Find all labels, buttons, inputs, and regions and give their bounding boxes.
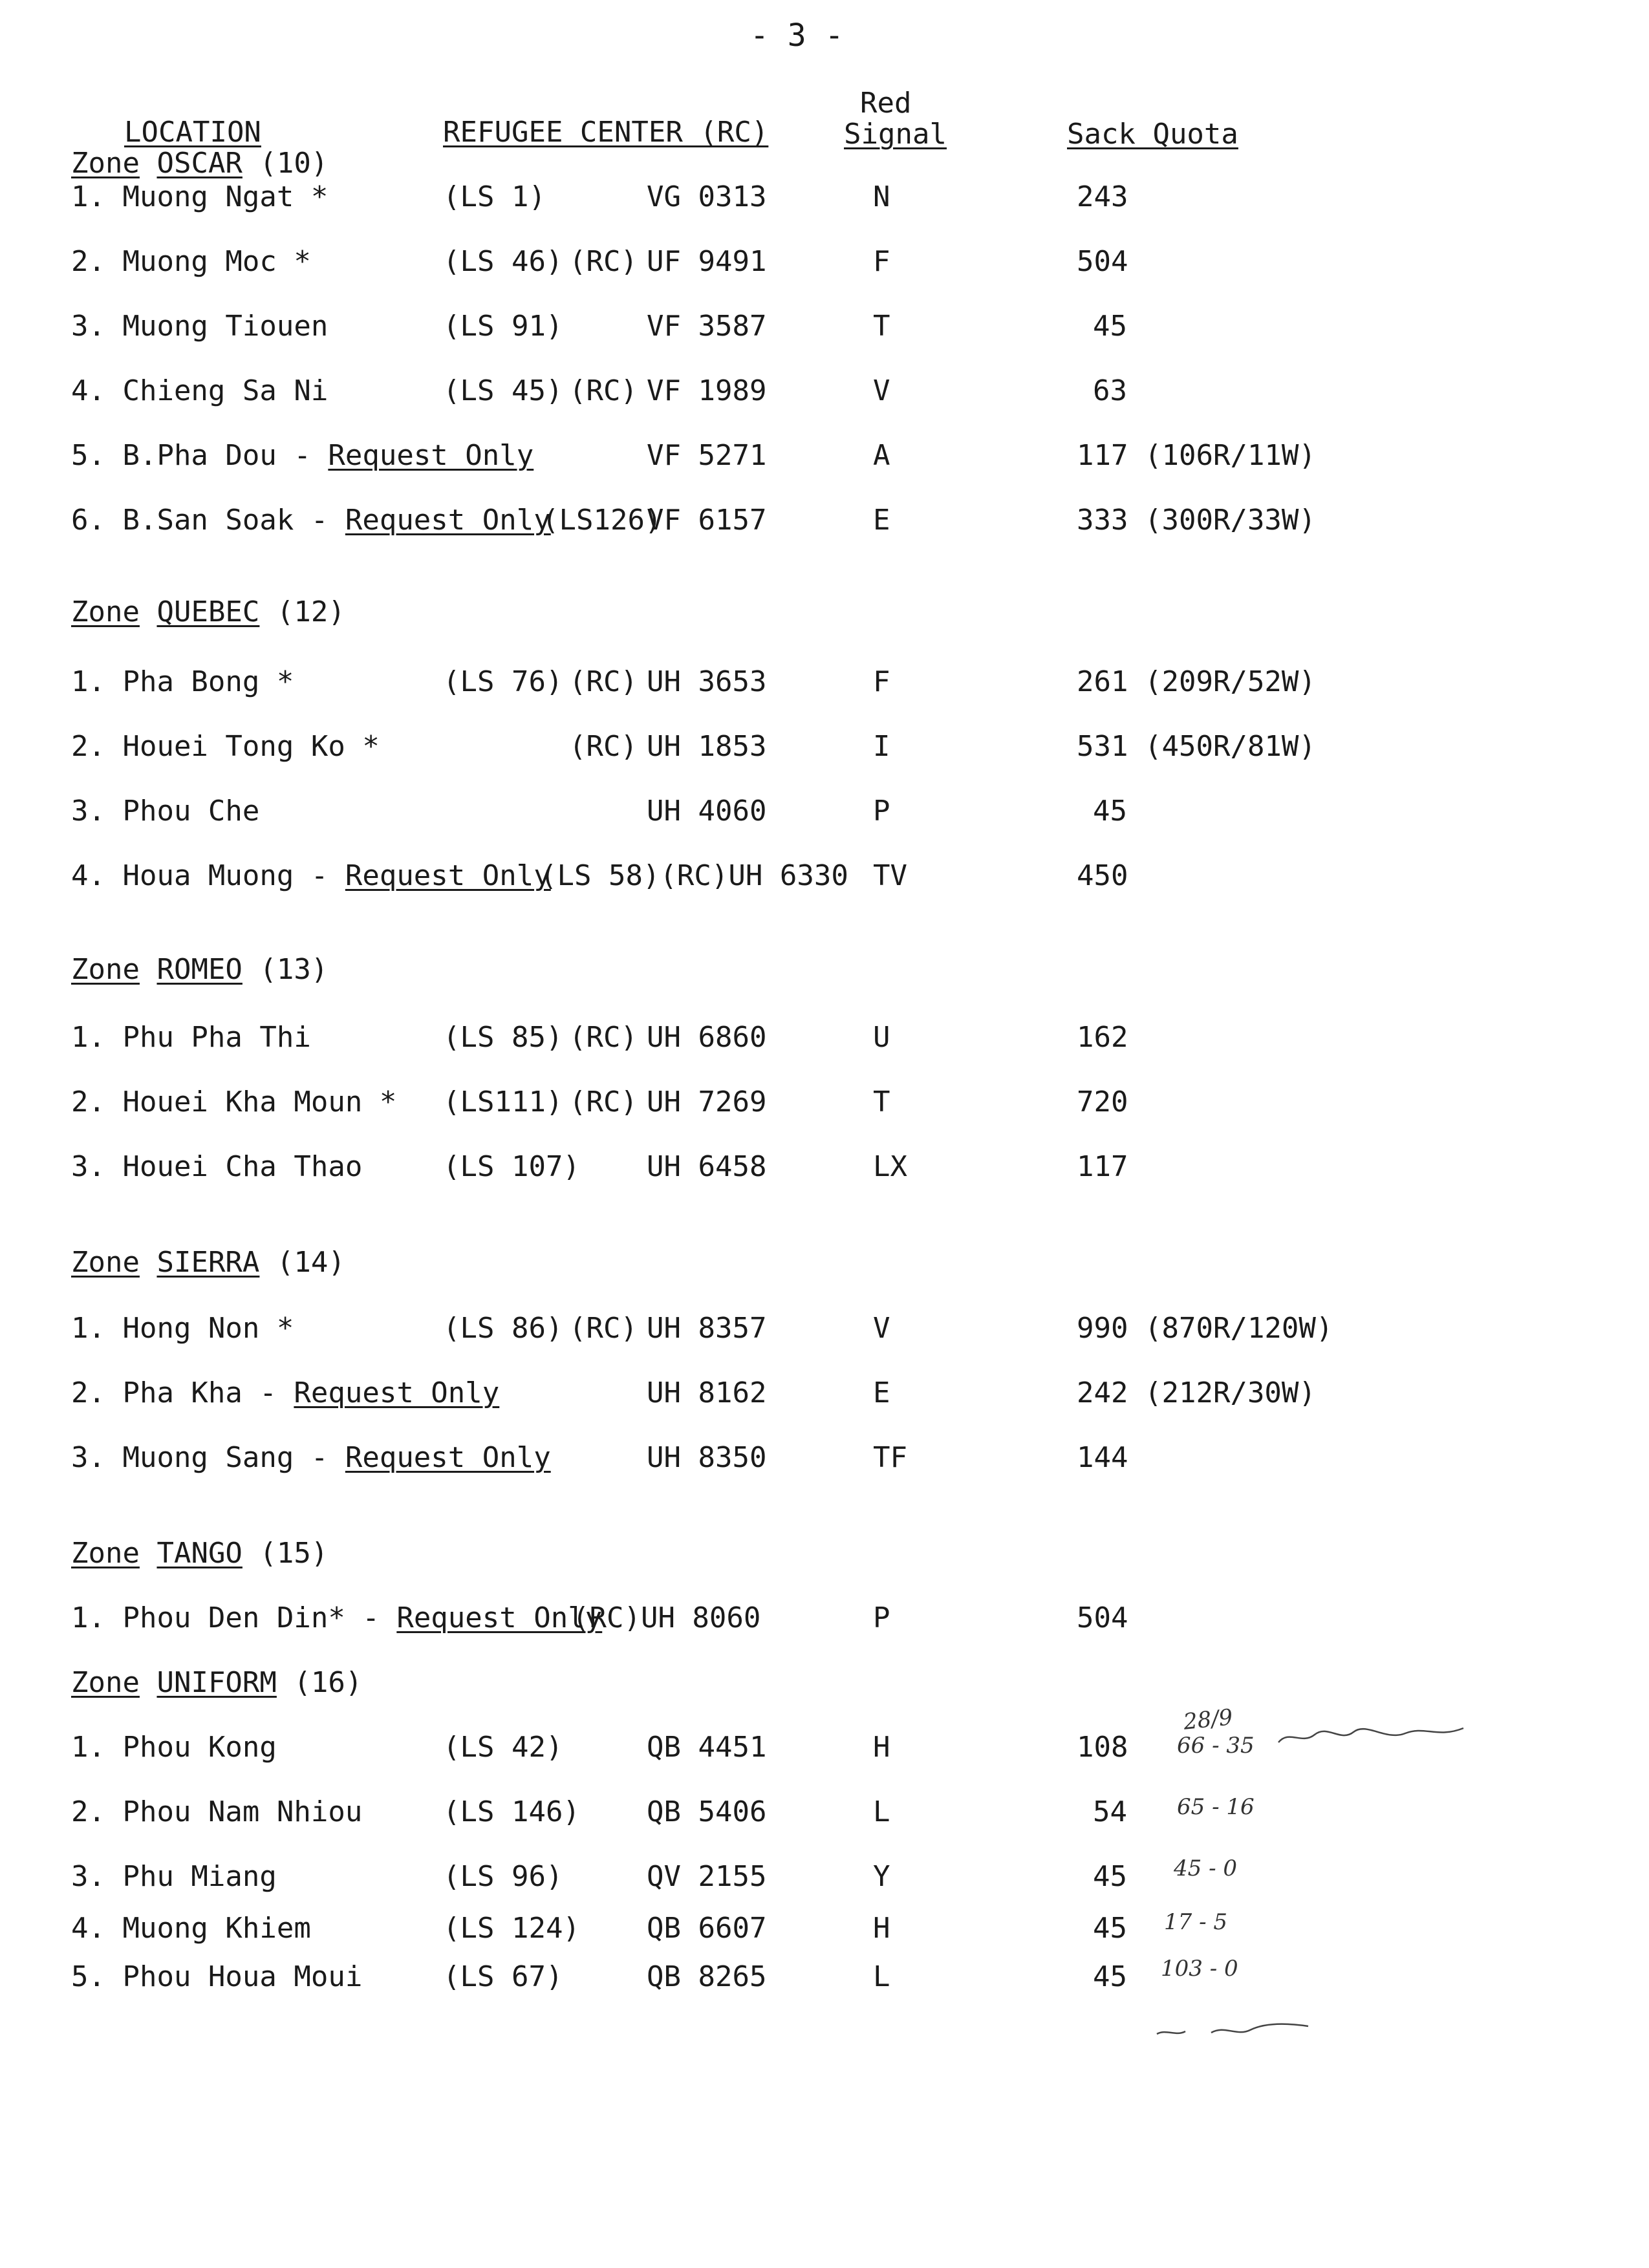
ls-number: (LS 67) — [443, 1960, 563, 1993]
zone-prefix: Zone — [71, 1246, 140, 1279]
zone-prefix: Zone — [71, 595, 140, 628]
ls-number: (LS 91) — [443, 310, 563, 343]
location-cell — [71, 795, 259, 828]
location-name: 4. Muong Khiem — [71, 1912, 311, 1945]
location-name: 2. Muong Moc * — [71, 245, 311, 278]
handwritten-scribble-drawing — [1153, 2017, 1321, 2043]
refugee-center-cell: (RC) — [569, 1086, 638, 1118]
location-name: 1. Phu Pha Thi — [71, 1021, 311, 1054]
zone-count: (12) — [276, 595, 345, 628]
request-only-label: Request Only — [345, 504, 551, 537]
sack-quota: 117 — [1077, 1150, 1128, 1183]
red-signal: U — [873, 1021, 890, 1054]
ls-number: (LS 46) — [443, 245, 563, 278]
zone-heading — [71, 147, 328, 180]
sack-quota: 45 — [1093, 310, 1127, 343]
red-signal: T — [873, 310, 890, 343]
grid-reference: VG 0313 — [647, 180, 767, 213]
red-signal: E — [873, 1376, 890, 1409]
location-name: 1. Pha Bong * — [71, 665, 294, 698]
grid-reference: QB 5406 — [647, 1795, 767, 1828]
ls-number: (LS 42) — [443, 1731, 563, 1764]
refugee-center-cell: (RC) — [569, 665, 638, 698]
grid-reference: VF 3587 — [647, 310, 767, 343]
location-name: 1. Hong Non * — [71, 1312, 294, 1345]
location-name: 3. Muong Sang - — [71, 1441, 345, 1474]
sack-quota: 45 — [1093, 795, 1127, 828]
grid-reference: UH 3653 — [647, 665, 767, 698]
ls-number: (LS 85) — [443, 1021, 563, 1054]
handwritten-scribble — [1125, 1991, 1293, 2017]
location-cell — [71, 1086, 396, 1118]
zone-prefix: Zone — [71, 1537, 140, 1570]
red-signal: F — [873, 665, 890, 698]
quota-breakdown: (870R/120W) — [1145, 1312, 1333, 1345]
ls-number: (LS 124) — [443, 1912, 580, 1945]
zone-name: OSCAR — [156, 147, 242, 180]
zone-heading — [71, 954, 328, 986]
location-cell — [71, 246, 311, 278]
sack-quota: 504 — [1077, 245, 1128, 278]
ls-number: (LS 107) — [443, 1150, 580, 1183]
zone-heading — [71, 1246, 345, 1279]
location-name: 4. Chieng Sa Ni — [71, 374, 329, 407]
handwritten-note: 17 - 5 — [1164, 1909, 1227, 1935]
zone-name: UNIFORM — [156, 1666, 277, 1699]
red-signal: E — [873, 504, 890, 537]
handwritten-note: 28/9 — [1182, 1704, 1234, 1735]
location-name: 3. Phou Che — [71, 795, 260, 828]
request-only-label: Request Only — [294, 1376, 500, 1409]
ls-number: (LS 96) — [443, 1860, 563, 1893]
location-cell — [71, 504, 551, 537]
sack-quota: 108 — [1077, 1731, 1128, 1764]
location-name: 5. Phou Houa Moui — [71, 1960, 363, 1993]
sack-quota: 54 — [1093, 1795, 1127, 1828]
handwritten-note: 66 - 35 — [1177, 1733, 1255, 1759]
sack-quota: 720 — [1077, 1086, 1128, 1118]
location-cell — [71, 181, 328, 213]
location-name: 1. Muong Ngat * — [71, 180, 329, 213]
location-name: 3. Houei Cha Thao — [71, 1150, 363, 1183]
header-signal: Signal — [844, 118, 947, 151]
zone-heading — [71, 1667, 362, 1699]
header-sack-quota: Sack Quota — [1067, 118, 1238, 151]
location-cell — [71, 860, 551, 892]
sack-quota: 45 — [1093, 1860, 1127, 1893]
sack-quota: 162 — [1077, 1021, 1128, 1054]
sack-quota: 504 — [1077, 1601, 1128, 1634]
grid-reference: UH 8162 — [647, 1376, 767, 1409]
location-name: 2. Pha Kha - — [71, 1376, 294, 1409]
zone-count: (13) — [259, 953, 329, 986]
sack-quota: 63 — [1093, 374, 1127, 407]
location-name: 6. B.San Soak - — [71, 504, 345, 537]
red-signal: A — [873, 439, 890, 472]
grid-reference: QB 6607 — [647, 1912, 767, 1945]
quota-breakdown: (450R/81W) — [1145, 730, 1316, 763]
sack-quota: 243 — [1077, 180, 1128, 213]
red-signal: L — [873, 1795, 890, 1828]
ls-number: (LS 76) — [443, 665, 563, 698]
location-name: 3. Muong Tiouen — [71, 310, 329, 343]
location-cell — [71, 666, 294, 698]
location-cell — [71, 1022, 311, 1054]
sack-quota: 45 — [1093, 1960, 1127, 1993]
location-cell — [71, 1602, 602, 1634]
red-signal: H — [873, 1912, 890, 1945]
zone-prefix: Zone — [71, 1666, 140, 1699]
location-cell — [71, 1442, 551, 1474]
request-only-label: Request Only — [345, 859, 551, 892]
location-name: 1. Phou Den Din* - — [71, 1601, 397, 1634]
sack-quota: 531 — [1077, 730, 1128, 763]
request-only-label: Request Only — [396, 1601, 603, 1634]
red-signal: I — [873, 730, 890, 763]
red-signal: Y — [873, 1860, 890, 1893]
location-name: 2. Phou Nam Nhiou — [71, 1795, 363, 1828]
quota-breakdown: (300R/33W) — [1145, 504, 1316, 537]
location-cell — [71, 1312, 294, 1345]
location-cell — [71, 1151, 362, 1183]
grid-reference: UH 8350 — [647, 1441, 767, 1474]
red-signal: TV — [873, 859, 907, 892]
red-signal: N — [873, 180, 890, 213]
sack-quota: 45 — [1093, 1912, 1127, 1945]
red-signal: T — [873, 1086, 890, 1118]
location-name: 2. Houei Kha Moun * — [71, 1086, 397, 1118]
location-cell — [71, 1861, 277, 1893]
red-signal: P — [873, 795, 890, 828]
red-signal: P — [873, 1601, 890, 1634]
header-red: Red — [860, 87, 912, 120]
sack-quota: 990 — [1077, 1312, 1128, 1345]
grid-reference: UH 1853 — [647, 730, 767, 763]
location-name: 2. Houei Tong Ko * — [71, 730, 380, 763]
handwritten-note: 65 - 16 — [1177, 1794, 1255, 1820]
quota-breakdown: (212R/30W) — [1145, 1376, 1316, 1409]
grid-reference: QV 2155 — [647, 1860, 767, 1893]
zone-name: QUEBEC — [156, 595, 260, 628]
request-only-label: Request Only — [345, 1441, 551, 1474]
ls-number: (LS 1) — [443, 180, 546, 213]
handwritten-note: 103 - 0 — [1161, 1956, 1238, 1982]
ls-number: (LS 45) — [443, 374, 563, 407]
zone-prefix: Zone — [71, 953, 140, 986]
refugee-center-cell: (RC) — [569, 1312, 638, 1345]
refugee-center-cell: (RC) — [569, 1021, 638, 1054]
location-name: 1. Phou Kong — [71, 1731, 277, 1764]
zone-count: (14) — [276, 1246, 345, 1279]
refugee-center-cell: (LS126) — [542, 504, 662, 537]
grid-reference: UH 6458 — [647, 1150, 767, 1183]
location-cell — [71, 1377, 499, 1409]
zone-count: (15) — [259, 1537, 329, 1570]
grid-reference: UH 4060 — [647, 795, 767, 828]
sack-quota: 117 — [1077, 439, 1128, 472]
grid-reference: VF 5271 — [647, 439, 767, 472]
red-signal: TF — [873, 1441, 907, 1474]
ls-number: (LS 146) — [443, 1795, 580, 1828]
sack-quota: 261 — [1077, 665, 1128, 698]
zone-count: (10) — [259, 147, 329, 180]
grid-reference: QB 8265 — [647, 1960, 767, 1993]
grid-reference: QB 4451 — [647, 1731, 767, 1764]
sack-quota: 144 — [1077, 1441, 1128, 1474]
red-signal: V — [873, 374, 890, 407]
ls-number: (LS 86) — [443, 1312, 563, 1345]
sack-quota: 242 — [1077, 1376, 1128, 1409]
location-cell — [71, 310, 328, 343]
location-name: 3. Phu Miang — [71, 1860, 277, 1893]
quota-breakdown: (209R/52W) — [1145, 665, 1316, 698]
header-location: LOCATION — [124, 116, 261, 149]
quota-breakdown: (106R/11W) — [1145, 439, 1316, 472]
sack-quota: 450 — [1077, 859, 1128, 892]
grid-reference: VF 6157 — [647, 504, 767, 537]
refugee-center-cell: (RC) — [569, 730, 638, 763]
grid-reference: UF 9491 — [647, 245, 767, 278]
location-cell — [71, 375, 328, 407]
handwritten-scribble — [1248, 1697, 1442, 1723]
sack-quota: 333 — [1077, 504, 1128, 537]
refugee-center-cell: (LS 58)(RC)UH 6330 — [540, 859, 848, 892]
page-number: - 3 - — [750, 17, 844, 54]
location-cell — [71, 1731, 277, 1764]
ls-number: (LS111) — [443, 1086, 563, 1118]
grid-reference: UH 8357 — [647, 1312, 767, 1345]
location-name: 5. B.Pha Dou - — [71, 439, 329, 472]
location-cell — [71, 440, 534, 472]
refugee-center-cell: (RC) — [569, 374, 638, 407]
location-cell — [71, 1796, 362, 1828]
red-signal: H — [873, 1731, 890, 1764]
header-refugee-center: REFUGEE CENTER (RC) — [443, 116, 769, 149]
grid-reference: VF 1989 — [647, 374, 767, 407]
grid-reference: UH 6860 — [647, 1021, 767, 1054]
zone-prefix: Zone — [71, 147, 140, 180]
zone-name: SIERRA — [156, 1246, 260, 1279]
zone-heading — [71, 596, 345, 628]
zone-heading — [71, 1537, 328, 1570]
red-signal: V — [873, 1312, 890, 1345]
handwritten-scribble-drawing — [1276, 1723, 1470, 1749]
red-signal: LX — [873, 1150, 907, 1183]
red-signal: F — [873, 245, 890, 278]
refugee-center-cell: (RC) — [569, 245, 638, 278]
refugee-center-cell: (RC)UH 8060 — [572, 1601, 761, 1634]
location-cell — [71, 1961, 362, 1993]
location-cell — [71, 731, 380, 763]
zone-count: (16) — [294, 1666, 363, 1699]
zone-name: TANGO — [156, 1537, 242, 1570]
zone-name: ROMEO — [156, 953, 242, 986]
request-only-label: Request Only — [328, 439, 534, 472]
red-signal: L — [873, 1960, 890, 1993]
handwritten-note: 45 - 0 — [1174, 1856, 1237, 1881]
location-cell — [71, 1912, 311, 1945]
location-name: 4. Houa Muong - — [71, 859, 345, 892]
grid-reference: UH 7269 — [647, 1086, 767, 1118]
